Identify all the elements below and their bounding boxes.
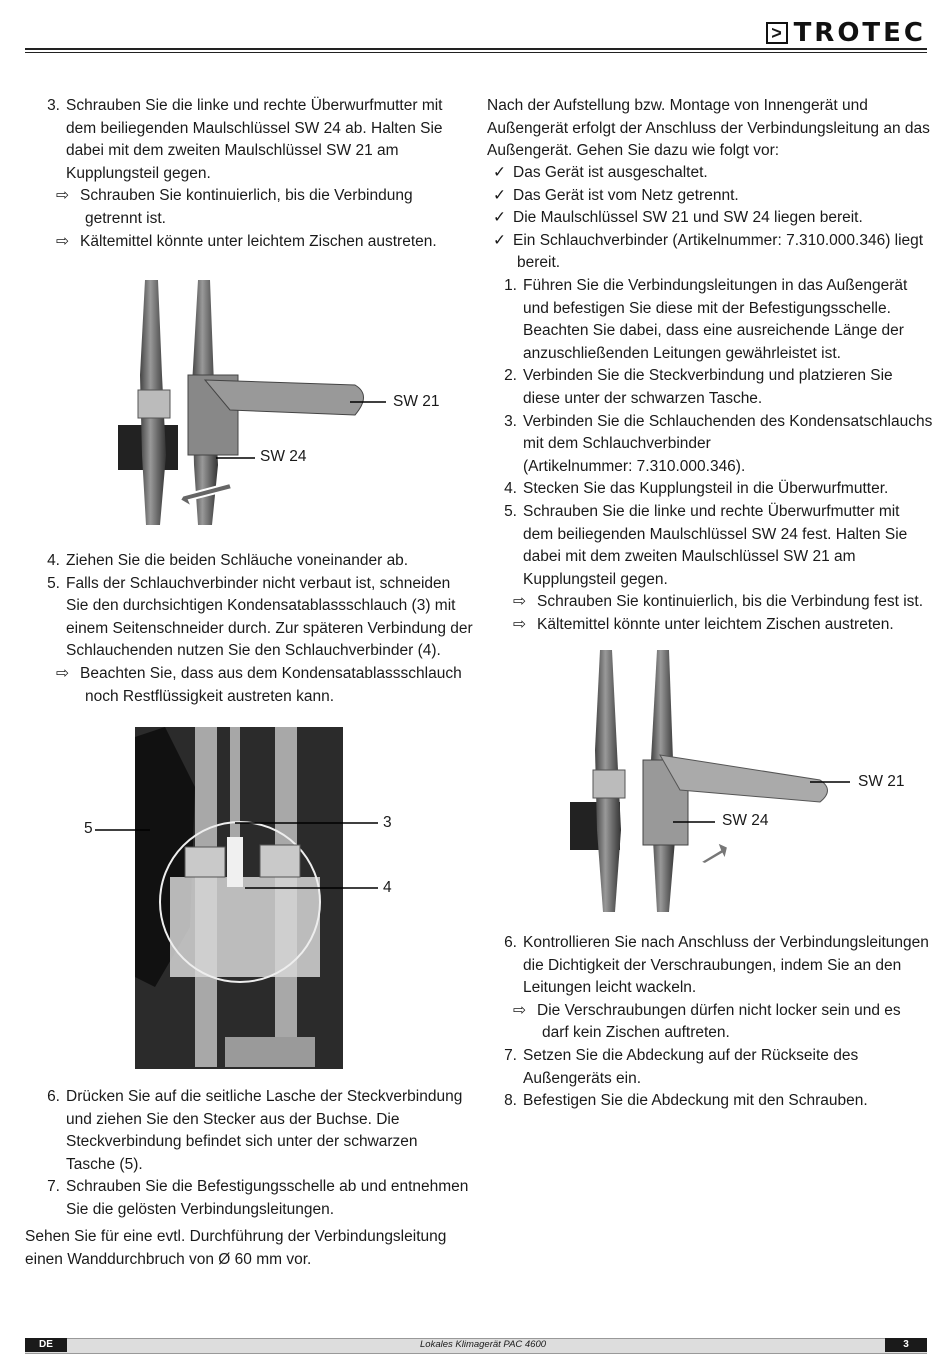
- continuation-line: [30, 163, 470, 186]
- continuation-line: [30, 640, 470, 663]
- result-arrow-icon: ⇨: [56, 232, 69, 250]
- step-number: 6.: [504, 934, 517, 951]
- continuation-line: [487, 388, 932, 411]
- continuation-line: [487, 569, 932, 592]
- figure2-callouts: [95, 815, 395, 895]
- left-steps-bottom: [30, 1086, 470, 1222]
- text-line: anzuschließenden Leitungen gewährleistet ist.: [523, 344, 841, 362]
- text-line: Die Verschraubungen dürfen nicht locker sein und es: [537, 1001, 901, 1019]
- checkmark-icon: ✓: [493, 209, 506, 227]
- text-line: Verbinden Sie die Steckverbindung und platzieren Sie: [523, 367, 893, 385]
- step-item: [487, 365, 932, 388]
- result-item: [30, 663, 470, 686]
- label-sw24: SW 24: [260, 448, 307, 465]
- step-number: 2.: [504, 367, 517, 385]
- continuation-line: [30, 1109, 470, 1132]
- pipe-elbow: [225, 1037, 315, 1067]
- text-line: Beachten Sie dabei, dass eine ausreichende Länge der: [523, 322, 904, 340]
- step-item: [487, 1090, 932, 1113]
- step-number: 5.: [504, 502, 517, 520]
- text-line: Sie die gelösten Verbindungsleitungen.: [66, 1200, 335, 1218]
- continuation-line: [30, 595, 470, 618]
- text-line: Das Gerät ist vom Netz getrennt.: [513, 186, 739, 204]
- text-line: dem beiliegenden Maulschlüssel SW 24 ab. Halten Sie: [66, 119, 443, 137]
- rotate-arrow-icon: [700, 842, 728, 864]
- result-item: [487, 614, 932, 637]
- continuation-line: [30, 118, 470, 141]
- label-sw24: SW 24: [722, 812, 769, 829]
- prerequisite-item: [487, 207, 932, 230]
- checkmark-icon: ✓: [493, 186, 506, 204]
- text-line: diese unter der schwarzen Tasche.: [523, 389, 763, 407]
- text-line: Stecken Sie das Kupplungsteil in die Überwurfmutter.: [523, 480, 889, 498]
- step-number: 7.: [47, 1178, 60, 1196]
- continuation-line: [487, 252, 932, 275]
- continuation-line: [487, 955, 932, 978]
- text-line: einem Seitenschneider durch. Zur späteren Verbindung der: [66, 619, 473, 637]
- text-line: Nach der Aufstellung bzw. Montage von Innengerät und: [487, 97, 868, 114]
- step-item: [30, 550, 470, 573]
- prerequisite-item: [487, 185, 932, 208]
- text-line: Außengerät erfolgt der Anschluss der Verbindungsleitung an das: [487, 119, 930, 137]
- step-item: [30, 95, 470, 118]
- text-line: dabei mit dem zweiten Maulschlüssel SW 21 am: [523, 548, 856, 566]
- step-item: [487, 932, 932, 955]
- step-item: [487, 1045, 932, 1068]
- text-line: Die Maulschlüssel SW 21 und SW 24 liegen bereit.: [513, 209, 863, 227]
- step-number: 7.: [504, 1046, 517, 1064]
- footer-document-title: Lokales Klimagerät PAC 4600: [420, 1339, 547, 1350]
- text-line: dem beiliegenden Maulschlüssel SW 24 fest. Halten Sie: [523, 525, 908, 543]
- text-line: Leitungen leicht wackeln.: [523, 979, 697, 997]
- prerequisite-item: [487, 230, 932, 253]
- text-line: einen Wanddurchbruch von Ø 60 mm vor.: [25, 1250, 312, 1268]
- result-item: [487, 1000, 932, 1023]
- step-number: 8.: [504, 1092, 517, 1110]
- step-number: 1.: [504, 276, 517, 294]
- nut-left: [138, 390, 170, 418]
- checkmark-icon: ✓: [493, 231, 506, 249]
- result-arrow-icon: ⇨: [513, 1001, 526, 1019]
- text-line: Schrauben Sie die Befestigungsschelle ab und entnehmen: [66, 1178, 469, 1196]
- step-item: [487, 501, 932, 524]
- text-line: und ziehen Sie den Stecker aus der Buchse. Die: [66, 1110, 400, 1128]
- text-line: Kältemittel könnte unter leichtem Zischen austreten.: [537, 615, 894, 633]
- brand-mark-icon: >: [766, 22, 788, 44]
- text-line: Außengerät. Gehen Sie dazu wie folgt vor:: [487, 142, 780, 160]
- left-steps-top: [30, 95, 470, 253]
- text-line: Beachten Sie, dass aus dem Kondensatablassschlauch: [80, 664, 462, 682]
- text-line: Das Gerät ist ausgeschaltet.: [513, 164, 708, 181]
- text-line: Schrauben Sie die linke und rechte Überwurfmutter mit: [66, 97, 443, 114]
- text-line: darf kein Zischen auftreten.: [542, 1024, 730, 1042]
- text-line: Kältemittel könnte unter leichtem Zischen austreten.: [80, 232, 437, 250]
- result-item: [30, 185, 470, 208]
- text-line: Setzen Sie die Abdeckung auf der Rückseite des: [523, 1046, 859, 1064]
- header-rule-thin: [25, 52, 927, 53]
- step-item: [30, 1176, 470, 1199]
- continuation-line: [487, 298, 932, 321]
- step-item: [30, 573, 470, 596]
- text-line: Verbinden Sie die Schlauchenden des Kondensatschlauchs: [523, 412, 933, 430]
- right-steps-bottom: [487, 932, 932, 1113]
- step-number: 5.: [47, 574, 60, 592]
- result-arrow-icon: ⇨: [56, 187, 69, 205]
- label-sw21: SW 21: [393, 393, 440, 410]
- header-rule: [25, 48, 927, 50]
- text-line: Schrauben Sie kontinuierlich, bis die Verbindung: [80, 187, 413, 205]
- step-item: [487, 275, 932, 298]
- continuation-line: [30, 1199, 470, 1222]
- continuation-line: [487, 1022, 932, 1045]
- figure-wrench-connect: [565, 650, 855, 912]
- step-number: 3.: [47, 97, 60, 114]
- right-intro: [487, 95, 932, 163]
- label-3: 3: [383, 814, 392, 831]
- step-number: 6.: [47, 1088, 60, 1105]
- continuation-line: [30, 140, 470, 163]
- footer-language: DE: [25, 1338, 67, 1352]
- step-item: [487, 411, 932, 434]
- text-line: Falls der Schlauchverbinder nicht verbaut ist, schneiden: [66, 574, 451, 592]
- nut-left: [593, 770, 625, 798]
- step-item: [487, 478, 932, 501]
- footer-page-number: 3: [885, 1338, 927, 1352]
- continuation-line: [487, 524, 932, 547]
- label-5: 5: [84, 820, 93, 837]
- continuation-line: [30, 618, 473, 641]
- text-line: Ziehen Sie die beiden Schläuche voneinander ab.: [66, 552, 409, 569]
- text-line: Kontrollieren Sie nach Anschluss der Verbindungsleitungen: [523, 934, 929, 951]
- continuation-line: [487, 320, 932, 343]
- continuation-line: [487, 546, 932, 569]
- text-line: noch Restflüssigkeit austreten kann.: [85, 687, 334, 705]
- prerequisite-item: [487, 162, 932, 185]
- text-line: dabei mit dem zweiten Maulschlüssel SW 21 am: [66, 142, 399, 160]
- result-item: [487, 591, 932, 614]
- text-line: Tasche (5).: [66, 1155, 143, 1173]
- checkmark-icon: ✓: [493, 164, 506, 181]
- text-line: bereit.: [517, 254, 561, 272]
- continuation-line: [487, 977, 932, 1000]
- text-line: und befestigen Sie diese mit der Befestigungsschelle.: [523, 299, 891, 317]
- step-number: 4.: [47, 552, 60, 569]
- text-line: Kupplungsteil gegen.: [523, 570, 668, 588]
- left-steps-mid: [30, 550, 473, 708]
- text-line: Ein Schlauchverbinder (Artikelnummer: 7.310.000.346) liegt: [513, 231, 924, 249]
- text-line: Außengeräts ein.: [523, 1069, 642, 1087]
- label-sw21: SW 21: [858, 773, 905, 790]
- text-line: Steckverbindung befindet sich unter der schwarzen: [66, 1133, 418, 1151]
- label-4: 4: [383, 879, 392, 896]
- text-line: Schrauben Sie die linke und rechte Überwurfmutter mit: [523, 502, 900, 520]
- right-steps-top: [487, 162, 932, 636]
- text-line: Kupplungsteil gegen.: [66, 164, 211, 182]
- result-item: [30, 231, 470, 254]
- text-line: Führen Sie die Verbindungsleitungen in das Außengerät: [523, 276, 908, 294]
- figure-hose-connector: [135, 727, 343, 1069]
- continuation-line: [30, 208, 470, 231]
- step-number: 3.: [504, 412, 517, 430]
- text-line: Sehen Sie für eine evtl. Durchführung der Verbindungsleitung: [25, 1228, 447, 1245]
- continuation-line: [487, 433, 932, 456]
- left-closing-text: [25, 1226, 470, 1271]
- text-line: getrennt ist.: [85, 209, 166, 227]
- continuation-line: [487, 343, 932, 366]
- continuation-line: [487, 456, 932, 479]
- text-line: die Dichtigkeit der Verschraubungen, indem Sie an den: [523, 956, 902, 974]
- text-line: (Artikelnummer: 7.310.000.346).: [523, 457, 746, 475]
- result-arrow-icon: ⇨: [56, 664, 69, 682]
- result-arrow-icon: ⇨: [513, 615, 526, 633]
- text-line: Schrauben Sie kontinuierlich, bis die Verbindung fest ist.: [537, 593, 924, 611]
- text-line: Drücken Sie auf die seitliche Lasche der Steckverbindung: [66, 1088, 463, 1105]
- result-arrow-icon: ⇨: [513, 593, 526, 611]
- continuation-line: [30, 1131, 470, 1154]
- text-line: Sie den durchsichtigen Kondensatablassschlauch (3) mit: [66, 597, 456, 615]
- step-number: 4.: [504, 480, 517, 498]
- continuation-line: [487, 1068, 932, 1091]
- step-item: [30, 1086, 470, 1109]
- continuation-line: [30, 686, 470, 709]
- brand-logo: [766, 20, 926, 46]
- text-line: mit dem Schlauchverbinder: [523, 435, 711, 453]
- brand-name: TROTEC: [793, 18, 926, 48]
- text-line: Schlauchenden nutzen Sie den Schlauchverbinder (4).: [66, 642, 441, 660]
- text-line: Befestigen Sie die Abdeckung mit den Schrauben.: [523, 1092, 868, 1110]
- continuation-line: [30, 1154, 470, 1177]
